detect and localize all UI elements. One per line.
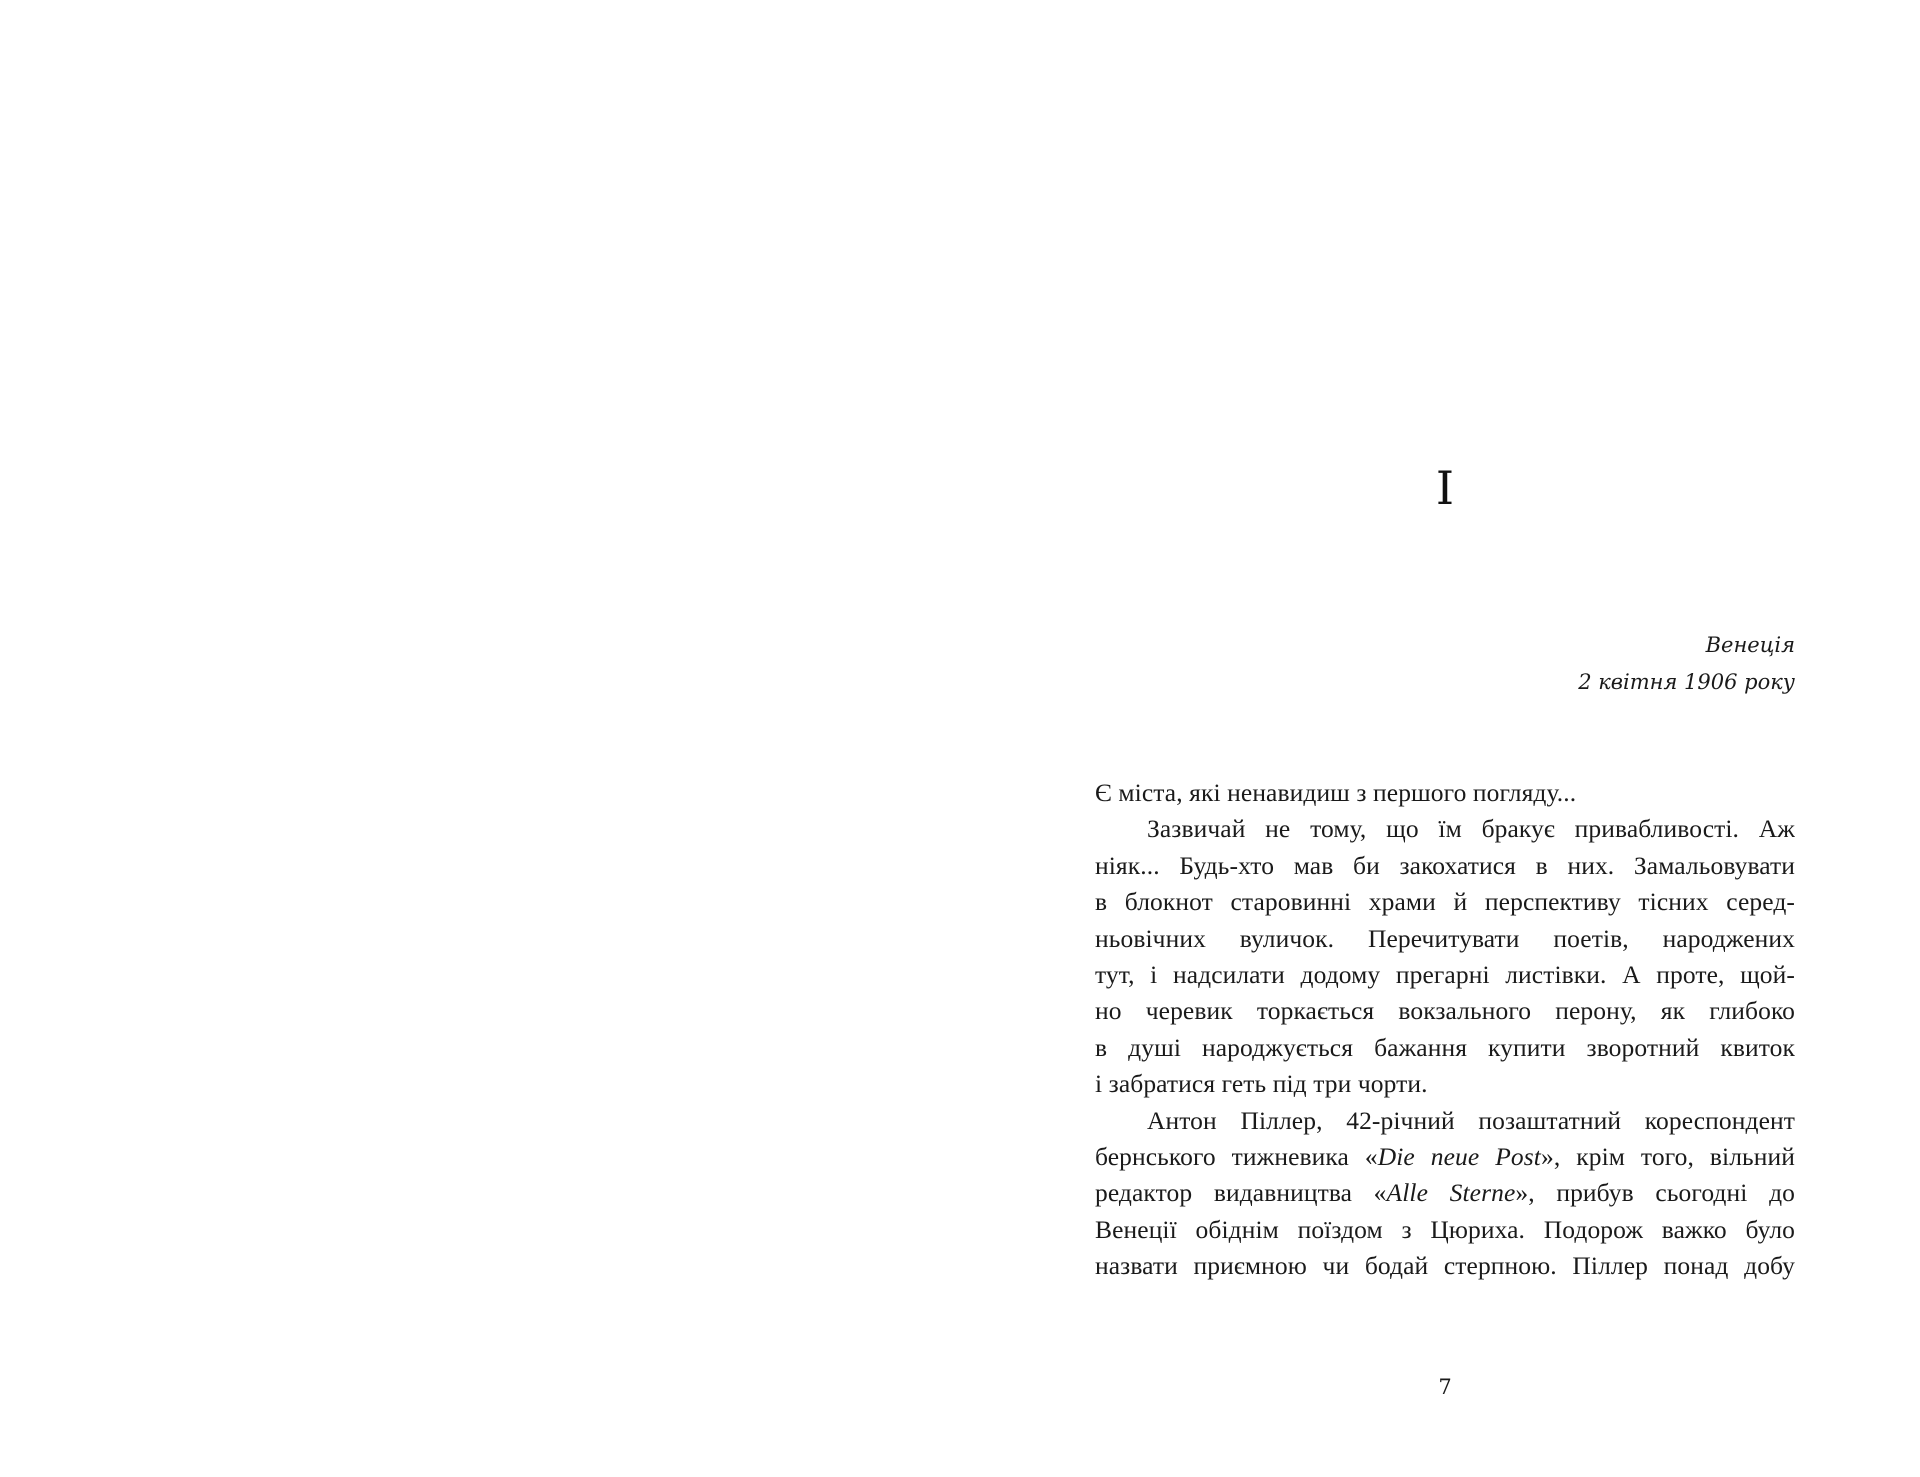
chapter-number: I <box>1435 461 1455 515</box>
text-line: ньовічних вуличок. Перечитувати поетів, народжених <box>1095 923 1795 953</box>
text-line: і забратися геть під три чорти. <box>1095 1069 1428 1099</box>
text-line <box>1095 1139 1795 1175</box>
text-line: но черевик торкається вокзального перону, як глибоко <box>1095 996 1795 1026</box>
text-line: тут, і надсилати додому прегарні листівки. А проте, щой- <box>1095 959 1795 989</box>
text-line: Венеції обіднім поїздом з Цюриха. Подорож важко було <box>1095 1214 1795 1244</box>
dateline-place: Венеція <box>1705 633 1795 657</box>
page-number: 7 <box>1438 1375 1452 1399</box>
text-segment: », крім того, вільний <box>1540 1141 1795 1171</box>
dateline <box>1095 627 1795 701</box>
text-line: Є міста, які ненавидиш з першого погляду... <box>1095 778 1577 807</box>
periodical-title: Die neue Post <box>1377 1141 1541 1171</box>
body-text <box>1095 775 1795 1284</box>
publisher-title: Alle Sterne <box>1386 1178 1516 1208</box>
text-line: ніяк... Будь-хто мав би закохатися в них. Замальовувати <box>1095 850 1795 880</box>
text-line: Зазвичай не тому, що їм бракує привабливості. Аж <box>1147 814 1795 844</box>
text-line: Антон Піллер, 42-річний позаштатний кореспондент <box>1147 1105 1795 1135</box>
text-line: в душі народжується бажання купити зворотний квиток <box>1095 1032 1795 1062</box>
text-line: назвати приємною чи бодай стерпною. Піллер понад добу <box>1095 1251 1795 1281</box>
text-segment: бернського тижневика « <box>1095 1141 1378 1171</box>
text-segment: », прибув сьогодні до <box>1515 1178 1795 1208</box>
dateline-date: 2 квітня 1906 року <box>1578 670 1795 694</box>
text-line: в блокнот старовинні храми й перспективу тісних серед- <box>1095 887 1795 917</box>
text-segment: редактор видавництва « <box>1095 1178 1387 1208</box>
text-line <box>1095 1175 1795 1211</box>
